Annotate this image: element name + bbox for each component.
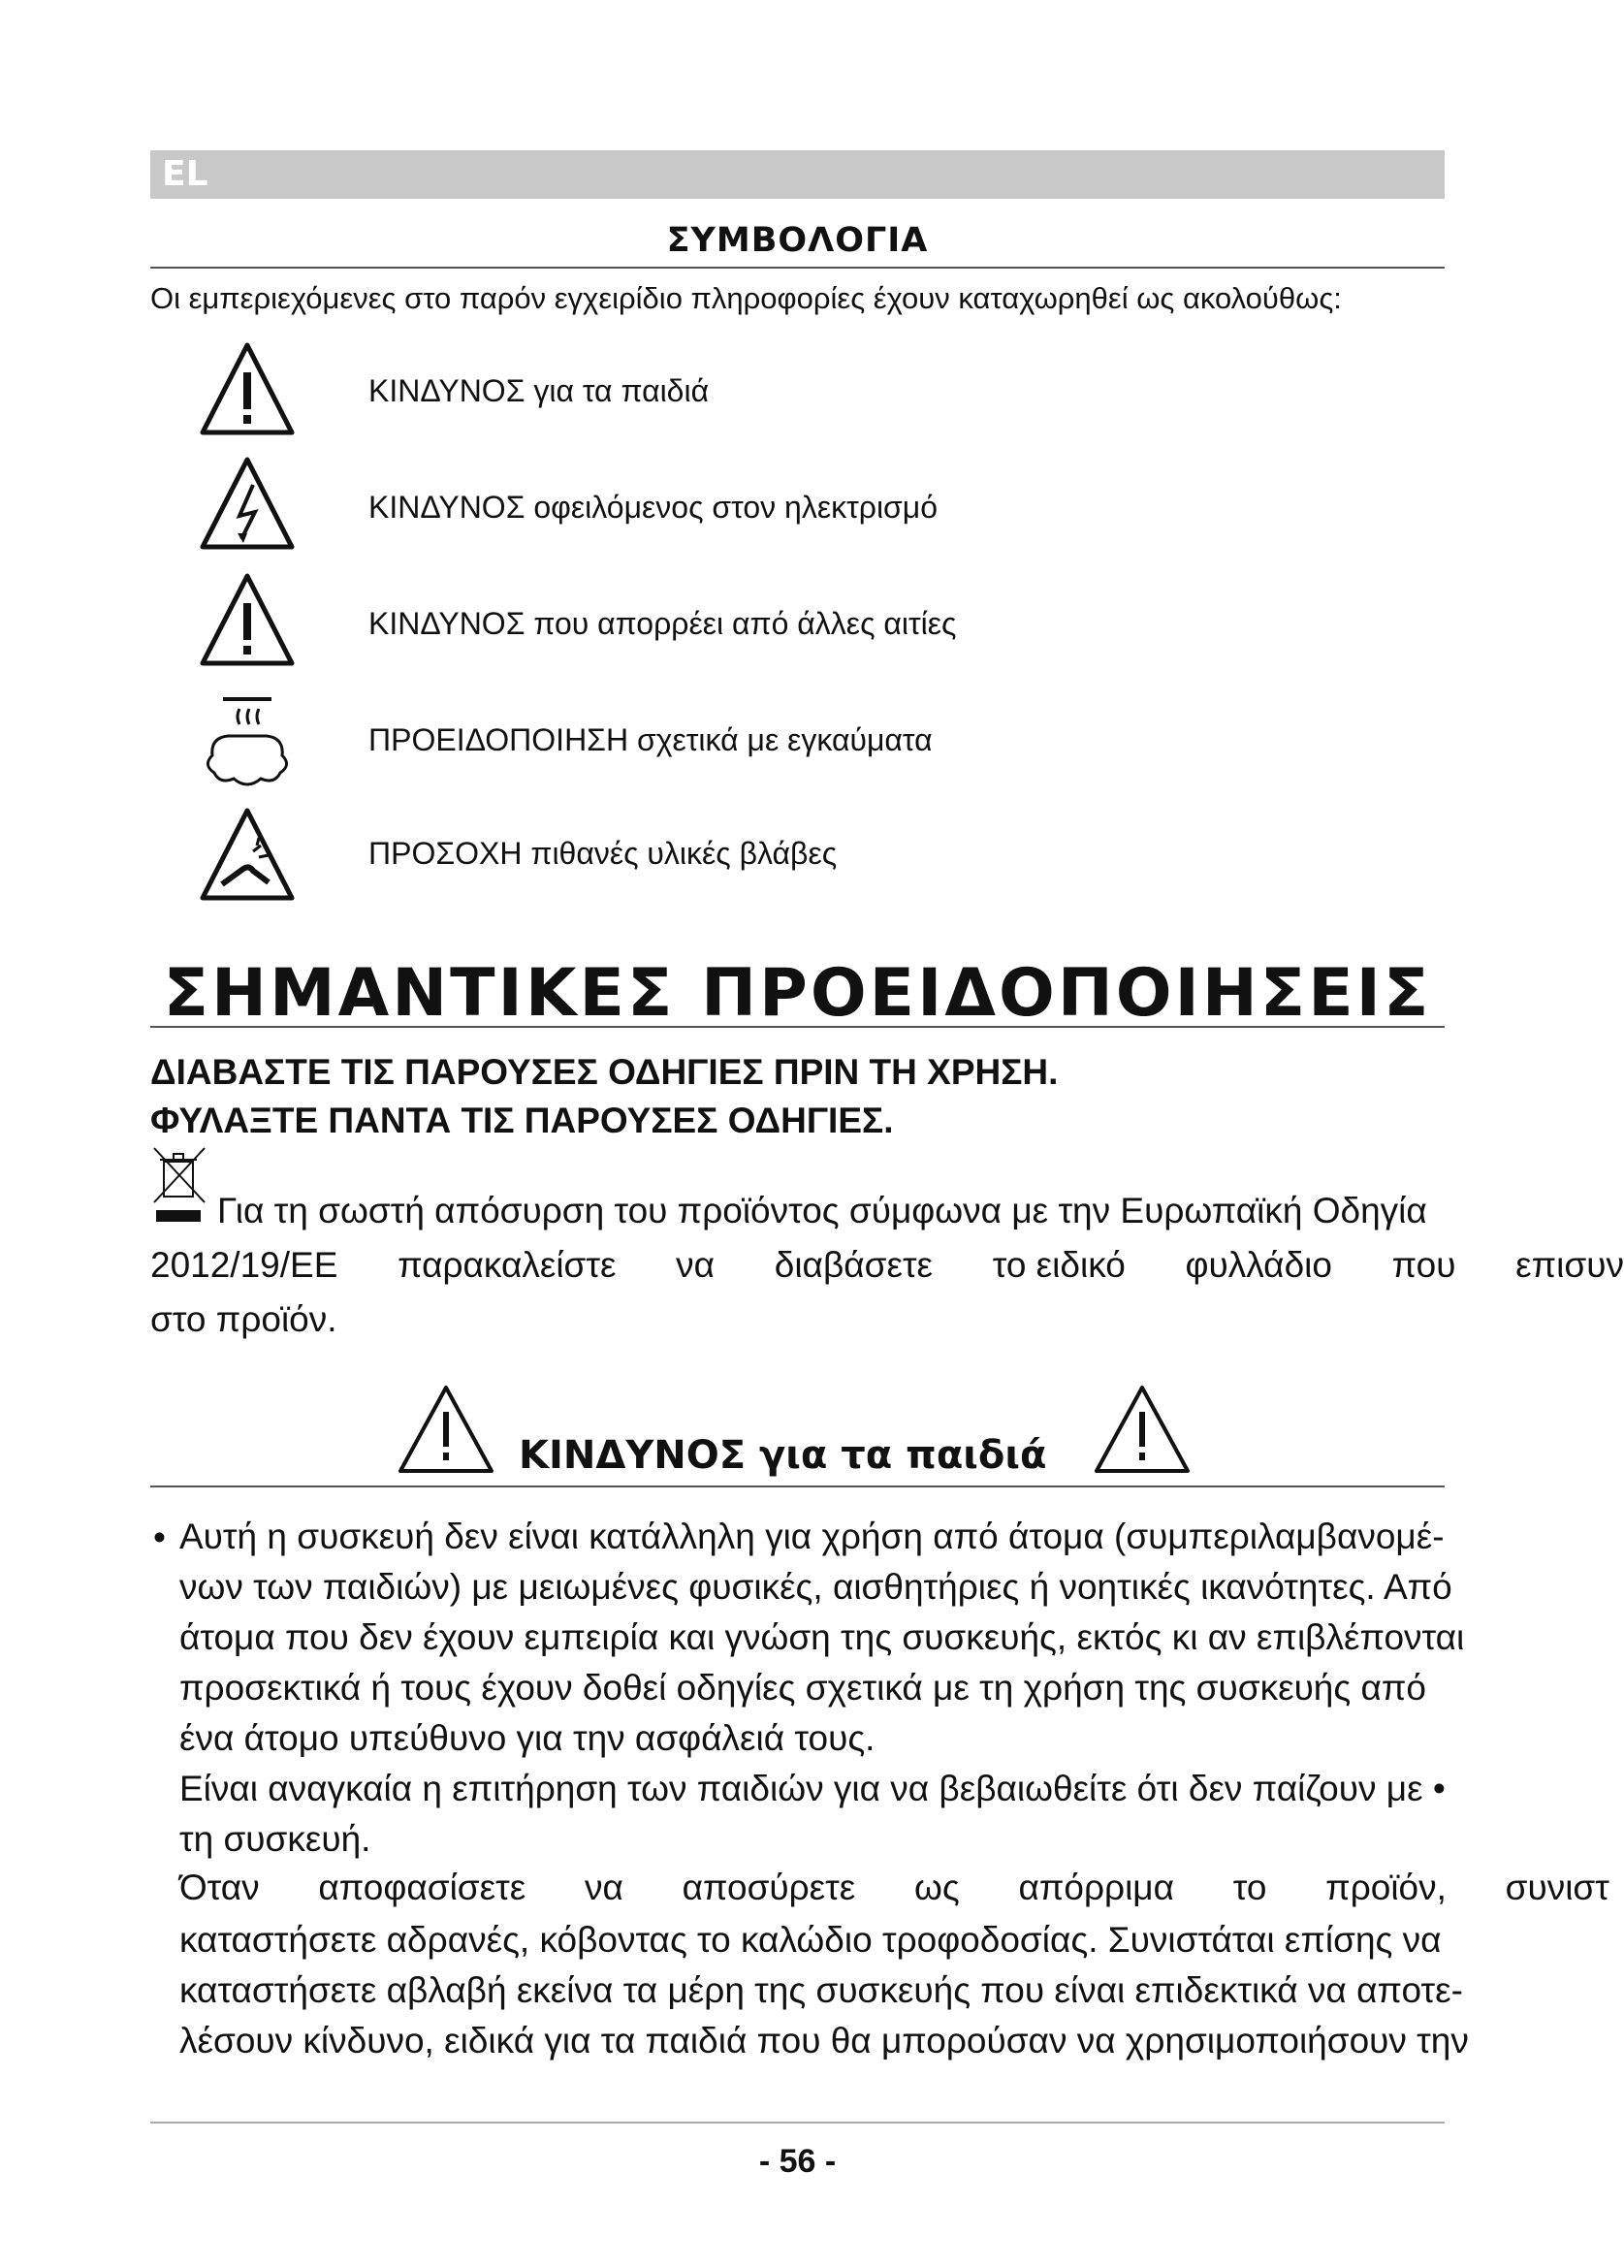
crossed-bin-icon <box>150 1144 208 1224</box>
warning-triangle-icon <box>398 1385 494 1474</box>
footer-divider <box>150 2122 1445 2124</box>
paragraph-line: νων των παιδιών) με μειωμένες φυσικές, αισθητήριες ή νοητικές ικανότητες. Από <box>179 1567 1452 1607</box>
paragraph-line: άτομα που δεν έχουν εμπειρία και γνώση της συσκευής, εκτός κι αν επιβλέπονται <box>179 1617 1465 1657</box>
symbol-label-children: ΚΙΝΔΥΝΟΣ για τα παιδιά <box>368 373 710 408</box>
word: 2012/19/ΕΕ <box>150 1245 338 1285</box>
page-number: - 56 - <box>758 2143 837 2180</box>
word: να <box>676 1245 716 1285</box>
electric-hazard-icon <box>199 456 296 553</box>
word: να <box>584 1868 623 1907</box>
children-danger-heading: ΚΙΝΔΥΝΟΣ για τα παιδιά <box>519 1433 1047 1478</box>
important-warnings-heading: ΣΗΜΑΝΤΙΚΕΣ ΠΡΟΕΙΔΟΠΟΙΗΣΕΙΣ <box>163 955 1432 1032</box>
read-instructions-line: ΔΙΑΒΑΣΤΕ ΤΙΣ ΠΑΡΟΥΣΕΣ ΟΔΗΓΙΕΣ ΠΡΙΝ ΤΗ ΧΡΗΣΗ. <box>150 1052 1059 1092</box>
hand-damage-icon <box>199 807 296 904</box>
paragraph-line: ένα άτομο υπεύθυνο για την ασφάλειά τους. <box>179 1718 876 1758</box>
weee-text-line1: Για τη σωστή απόσυρση του προϊόντος σύμφωνα με την Ευρωπαϊκή Οδηγία <box>217 1191 1427 1230</box>
word: αποφασίσετε <box>318 1868 526 1907</box>
word: αποσύρετε <box>682 1868 856 1907</box>
warning-triangle-icon <box>199 572 296 669</box>
language-code: EL <box>162 154 208 194</box>
paragraph-line: λέσουν κίνδυνο, ειδικά για τα παιδιά που θα μπορούσαν να χρησιμοποιήσουν την <box>179 2021 1469 2060</box>
weee-text-line3: στο προϊόν. <box>150 1299 337 1339</box>
symbol-label-other: ΚΙΝΔΥΝΟΣ που απορρέει από άλλες αιτίες <box>368 606 957 641</box>
paragraph-line: προσεκτικά ή τους έχουν δοθεί οδηγίες σχετικά με τη χρήση της συσκευής από <box>179 1668 1426 1708</box>
divider <box>150 1485 1445 1487</box>
word: φυλλάδιο <box>1185 1245 1332 1285</box>
word: Όταν <box>179 1868 260 1907</box>
divider <box>150 1026 1445 1028</box>
warning-triangle-icon <box>199 341 296 438</box>
paragraph-line: καταστήσετε αβλαβή εκείνα τα μέρη της συσκευής που είναι επιδεκτικά να αποτε- <box>179 1970 1463 2010</box>
keep-instructions-line: ΦΥΛΑΞΤΕ ΠΑΝΤΑ ΤΙΣ ΠΑΡΟΥΣΕΣ ΟΔΗΓΙΕΣ. <box>150 1101 894 1140</box>
paragraph-line: καταστήσετε αδρανές, κόβοντας το καλώδιο τροφοδοσίας. Συνιστάται επίσης να <box>179 1920 1442 1960</box>
symbol-label-material: ΠΡΟΣΟΧΗ πιθανές υλικές βλάβες <box>368 836 838 871</box>
word: το <box>1232 1868 1267 1907</box>
paragraph-line: τη συσκευή. <box>179 1819 371 1859</box>
divider <box>150 267 1445 269</box>
word: το ειδικό <box>992 1245 1126 1285</box>
word: απόρριμα <box>1018 1868 1175 1907</box>
language-bar <box>150 150 1445 199</box>
paragraph-line: Είναι αναγκαία η επιτήρηση των παιδιών για να βεβαιωθείτε ότι δεν παίζουν με • <box>179 1769 1446 1808</box>
paragraph-line: Αυτή η συσκευή δεν είναι κατάλληλη για χρήση από άτομα (συμπεριλαμβανομέ- <box>179 1517 1445 1556</box>
word: παρακαλείστε <box>398 1245 617 1285</box>
warning-triangle-icon <box>1094 1385 1191 1474</box>
bullet-marker: • <box>153 1517 166 1557</box>
paragraph-justified-line <box>179 1868 1609 1908</box>
symbol-label-burn: ΠΡΟΕΙΔΟΠΟΙΗΣΗ σχετικά με εγκαύματα <box>368 722 933 757</box>
hot-surface-icon <box>199 693 296 790</box>
word: ως <box>914 1868 960 1907</box>
word: που <box>1391 1245 1456 1285</box>
symbology-heading: ΣΥΜΒΟΛΟΓΙΑ <box>666 221 929 260</box>
word: συνιστ <box>1505 1868 1609 1907</box>
symbol-label-electric: ΚΙΝΔΥΝΟΣ οφειλόμενος στον ηλεκτρισμό <box>368 490 939 525</box>
word: προϊόν, <box>1325 1868 1447 1907</box>
word: διαβάσετε <box>774 1245 934 1285</box>
weee-text-line2 <box>150 1245 1624 1286</box>
word: επισυν <box>1515 1245 1624 1285</box>
symbology-intro: Οι εμπεριεχόμενες στο παρόν εγχειρίδιο πληροφορίες έχουν καταχωρηθεί ως ακολούθως: <box>150 281 1342 315</box>
